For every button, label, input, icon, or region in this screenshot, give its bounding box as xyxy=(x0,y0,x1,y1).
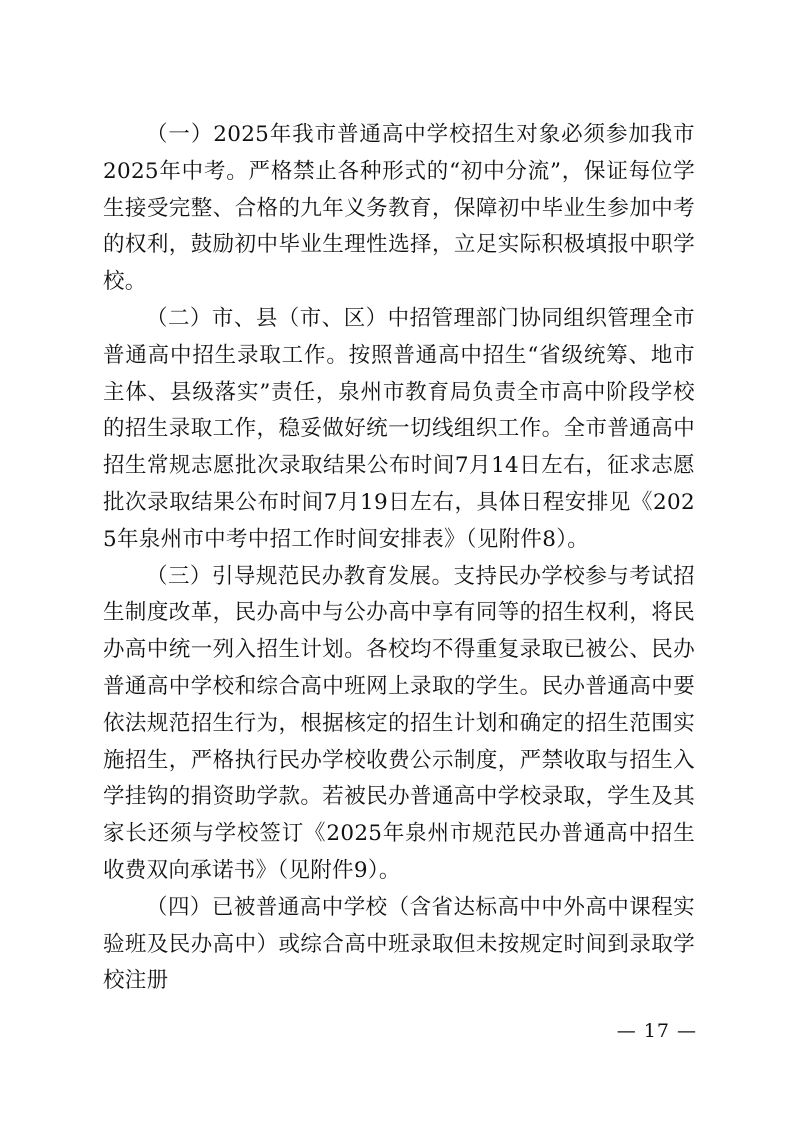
page-number: — 17 — xyxy=(616,1020,697,1042)
paragraph-4: （四）已被普通高中学校（含省达标高中中外高中课程实验班及民办高中）或综合高中班录取但未按规定时间到录取学校注册 xyxy=(103,894,695,994)
paragraph-2: （二）市、县（市、区）中招管理部门协同组织管理全市普通高中招生录取工作。按照普通高中招生“省级统筹、地市主体、县级落实”责任，泉州市教育局负责全市高中阶段学校的招生录取工作，稳妥做好统一切线组织工作。全市普通高中招生常规志愿批次录取结果公布时间7月14日左右，征求志愿批次录取结果公布时间7月19日左右，具体日程安排见《2025年泉州市中考中招工作时间安排表》（见附件8）。 xyxy=(103,305,695,552)
paragraph-3: （三）引导规范民办教育发展。支持民办学校参与考试招生制度改革，民办高中与公办高中享有同等的招生权利，将民办高中统一列入招生计划。各校均不得重复录取已被公、民办普通高中学校和综合高中班网上录取的学生。民办普通高中要依法规范招生行为，根据核定的招生计划和确定的招生范围实施招生，严格执行民办学校收费公示制度，严禁收取与招生入学挂钩的捐资助学款。若被民办普通高中学校录取，学生及其家长还须与学校签订《2025年泉州市规范民办普通高中招生收费双向承诺书》（见附件9）。 xyxy=(103,563,695,883)
paragraph-1: （一）2025年我市普通高中学校招生对象必须参加我市2025年中考。严格禁止各种形式的“初中分流”，保证每位学生接受完整、合格的九年义务教育，保障初中毕业生参加中考的权利，鼓励初中毕业生理性选择，立足实际积极填报中职学校。 xyxy=(103,122,695,295)
document-body xyxy=(103,117,695,1000)
